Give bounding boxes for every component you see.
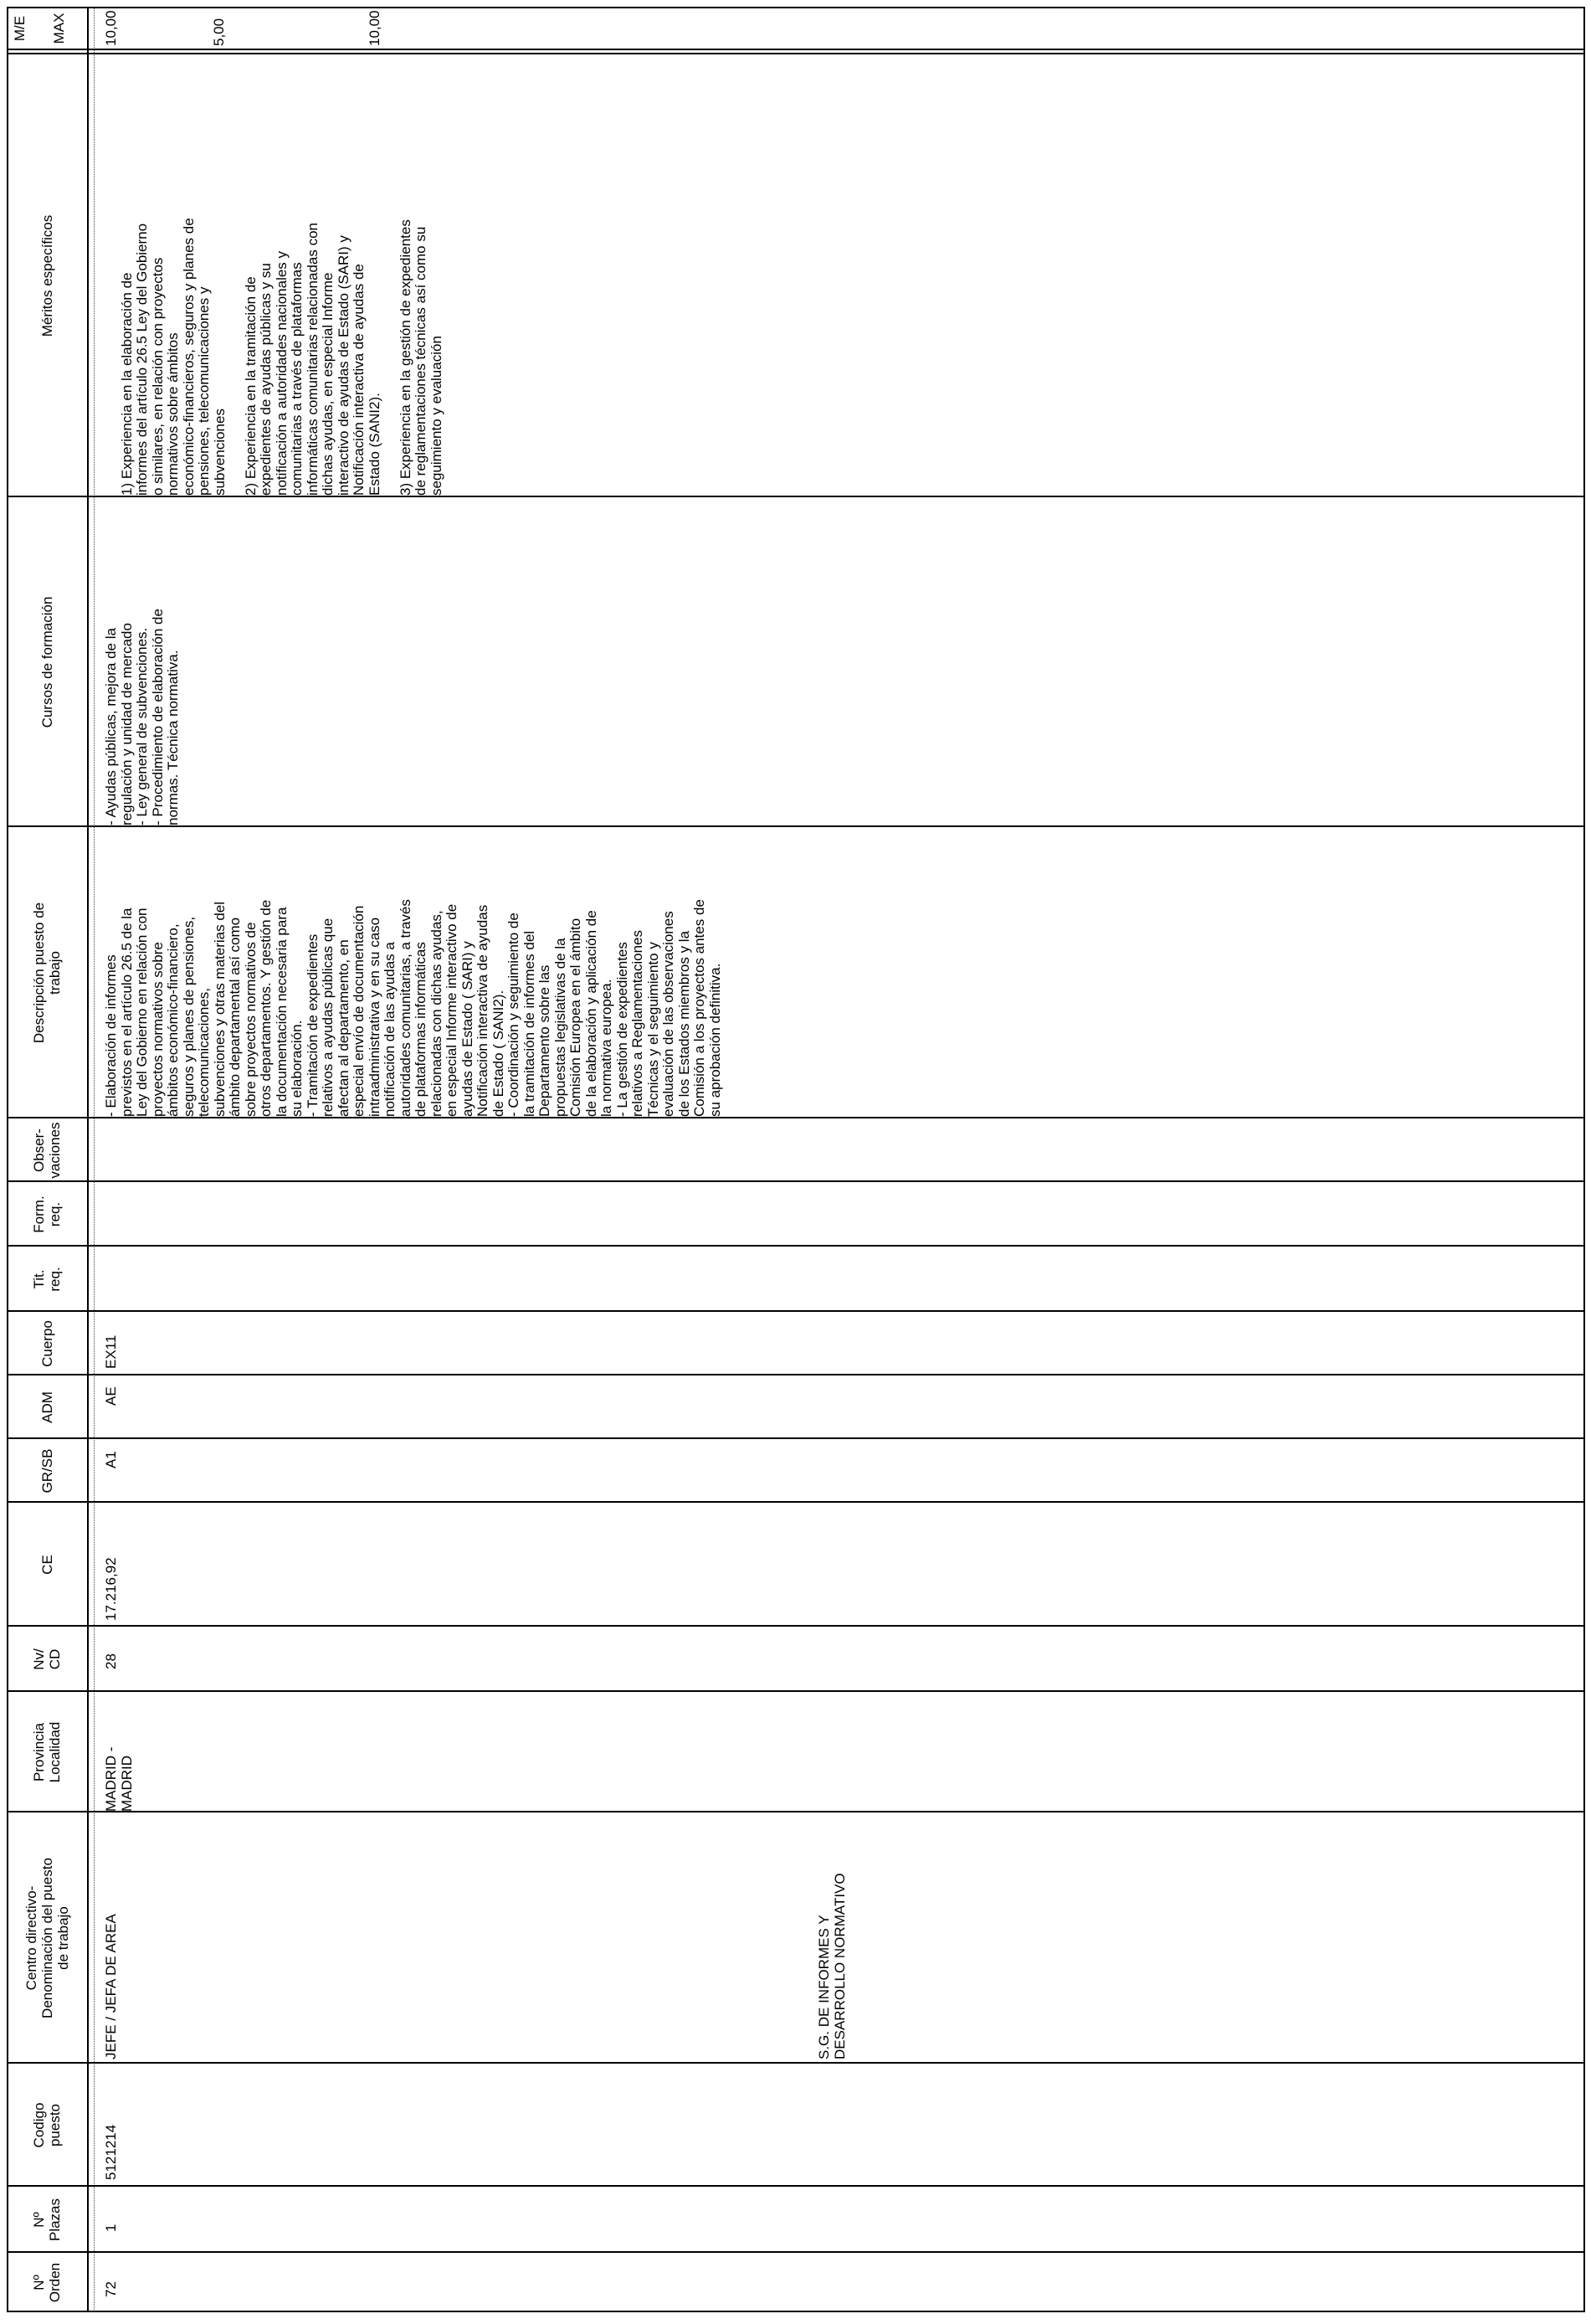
col-rule (7, 1501, 1585, 1503)
col-rule (7, 1117, 1585, 1118)
cell-max-3: 10,00 (367, 10, 382, 46)
col-rule (7, 1180, 1585, 1182)
col-rule (7, 1625, 1585, 1627)
header-codigo: Codigo puesto (31, 2102, 63, 2148)
cell-nivel: 28 (103, 1653, 119, 1669)
header-max: MAX (51, 13, 67, 44)
col-rule (7, 1690, 1585, 1692)
col-rule (7, 1374, 1585, 1375)
cell-cuerpo: EX11 (103, 1334, 119, 1369)
col-rule (7, 496, 1585, 497)
cell-codigo: 5121214 (103, 2124, 119, 2180)
header-ce: CE (38, 1555, 55, 1575)
header-meritos: Méritos específicos (38, 214, 55, 337)
header-adm: ADM (38, 1391, 55, 1423)
header-observaciones: Obser- vaciones (31, 1122, 63, 1179)
header-orden: Nº Orden (31, 2262, 63, 2303)
cell-centro-directivo: S.G. DE INFORMES Y DESARROLLO NORMATIVO (816, 1873, 848, 2059)
cell-cursos: - Ayudas públicas, mejora de la regulación y unidad de mercado - Ley general de subvenciones. - Procedimiento de elaboración de normas. Técnica normativa. (103, 609, 181, 825)
col-rule (7, 1811, 1585, 1812)
cell-adm: AE (103, 1386, 119, 1406)
cell-provincia: MADRID - MADRID (103, 1746, 135, 1812)
header-me: M/E (12, 15, 28, 42)
header-grupo: GR/SB (38, 1448, 55, 1494)
cell-max-1: 10,00 (103, 10, 119, 46)
cell-denominacion: JEFE / JEFA DE AREA (103, 1914, 119, 2059)
header-provincia: Provincia Localidad (31, 1721, 63, 1783)
cell-orden: 72 (103, 2281, 119, 2297)
col-rule (7, 1310, 1585, 1312)
cell-plazas: 1 (103, 2224, 119, 2232)
cell-ce: 17.216,92 (103, 1557, 119, 1621)
header-plazas: Nº Plazas (31, 2198, 63, 2242)
job-position-table (7, 7, 1585, 2312)
header-nivel: Nv/ CD (31, 1648, 63, 1670)
cell-grupo: A1 (103, 1451, 119, 1468)
col-rule (7, 2251, 1585, 2253)
col-rule (7, 2185, 1585, 2187)
merito-1: 1) Experiencia en la elaboración de informes del artículo 26.5 Ley del Gobierno o similares, en relación con proyectos normativos sobre ámbitos económico-financieros, seguros y planes de pensiones, telecomunicaciones y subvenciones (118, 218, 228, 496)
merito-2: 2) Experiencia en la tramitación de expedientes de ayudas públicas y su notificación a autoridades nacionales y comunitarias a través de plataformas informáticas comunitarias relacionadas con dichas ayudas, en especial Informe interactivo de ayudas de Estado (SARI) y Notificación interactiva de ayudas de Estado (SANI2). (242, 223, 382, 496)
header-centro-directivo: Centro directivo- Denominación del puesto de trabajo (23, 1858, 71, 2018)
col-rule (7, 2062, 1585, 2064)
header-bottom-rule (87, 7, 89, 2312)
row-separator-dotted (94, 7, 95, 2312)
header-descripcion: Descripción puesto de trabajo (31, 902, 63, 1044)
col-rule (7, 825, 1585, 827)
cell-descripcion: - Elaboración de informes previstos en el artículo 26.5 de la Ley del Gobierno en relación con proyectos normativos sobre ámbitos económico-financiero, seguros y planes de pensiones, telecomunicaciones, subvenciones y otras materias del ámbito departamental así como sobre proyectos normativos de otros departamentos. Y gestión de la documentación necesaria para su elaboración. - Tramitación de expedientes relativos a ayudas públicas que afectan al departamento, en especial envío de documentación intraadministrativa y en su caso notificación de las ayudas a autoridades comunitarias, a través de plataformas informáticas relacionadas con dichas ayudas, en especial Informe interactivo de ayudas de Estado ( SARI) y Notificación interactiva de ayudas de Estado ( SANI2). - Coordinación y seguimiento de la tramitación de informes del Departamento sobre las propuestas legislativas de la Comisión Europea en el ámbito de la elaboración y aplicación de la normativa europea. - La gestión de expedientes relativos a Reglamentaciones Técnicas y el seguimiento y evaluación de las observaciones de los Estados miembros y la Comisión a los proyectos antes de su aprobación definitiva. (103, 899, 723, 1117)
col-rule (7, 1245, 1585, 1247)
header-cursos: Cursos de formación (38, 596, 55, 728)
header-formacion: Form. req. (31, 1195, 63, 1233)
col-rule (7, 1437, 1585, 1439)
header-max-me (7, 7, 87, 50)
header-titulacion: Tit. req. (31, 1267, 63, 1292)
col-rule (7, 53, 1585, 54)
merito-3: 3) Experiencia en la gestión de expedientes de reglamentaciones técnicas así como su seguimiento y evaluación (397, 219, 444, 496)
cell-meritos (104, 56, 460, 496)
cell-max-2: 5,00 (211, 18, 227, 46)
col-rule (7, 49, 1585, 50)
header-cuerpo: Cuerpo (38, 1320, 55, 1367)
